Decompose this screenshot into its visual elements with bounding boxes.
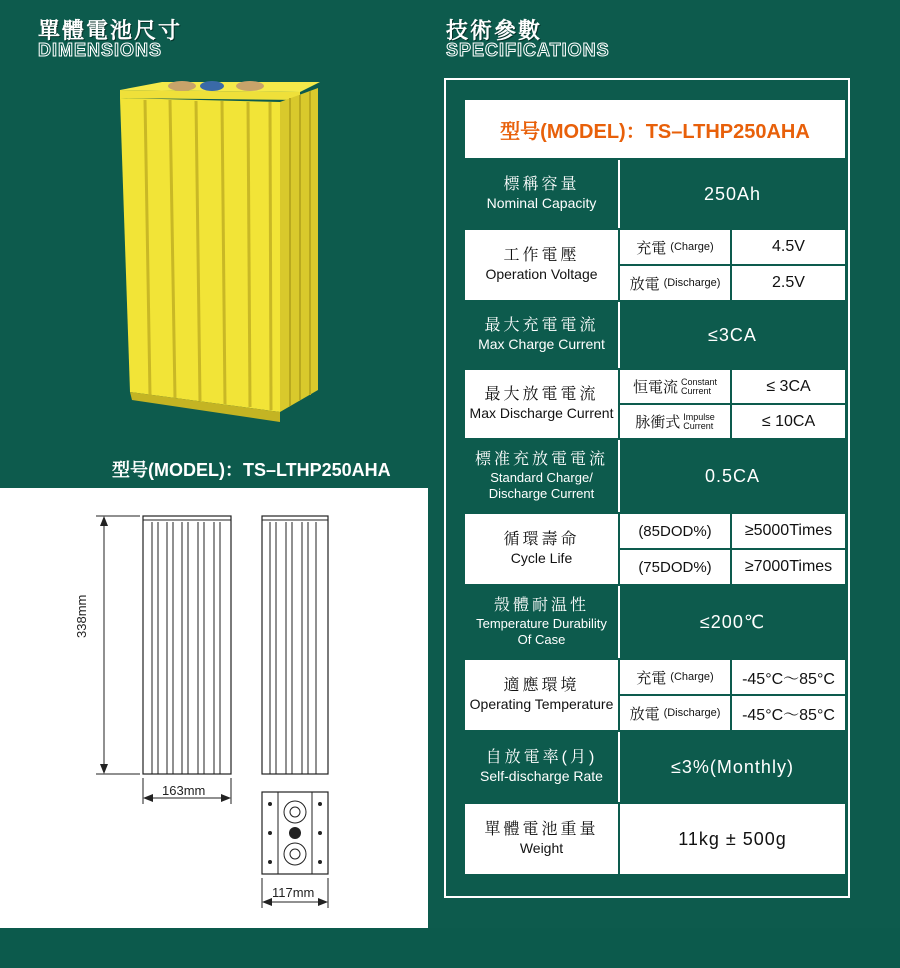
voltage-charge-en: (Charge) (670, 241, 714, 253)
op-temp-charge-cn: 充電 (636, 669, 667, 687)
op-temp-discharge-cn: 放電 (629, 705, 660, 723)
self-discharge-label-en: Self-discharge Rate (480, 768, 603, 785)
cycle-label-en: Cycle Life (510, 550, 573, 567)
depth-label: 117mm (272, 885, 315, 900)
row-operating-temperature (465, 660, 845, 732)
weight-value: 11kg ± 500g (620, 804, 845, 874)
max-charge-label-cn: 最大充電電流 (484, 317, 599, 335)
case-temp-label-cn: 殼體耐温性 (493, 596, 589, 614)
op-temp-discharge-value: -45°C～85°C (742, 706, 835, 724)
self-discharge-value: ≤3%(Monthly) (620, 732, 845, 802)
specifications-heading-en: SPECIFICATIONS (446, 40, 610, 60)
row-max-charge (465, 302, 845, 370)
row-standard-current (465, 440, 845, 514)
cycle-85-label: (85DOD%) (620, 514, 732, 548)
op-temp-discharge-en: (Discharge) (663, 707, 721, 719)
max-discharge-label-en: Max Discharge Current (469, 405, 614, 422)
dimension-drawing (0, 488, 428, 928)
max-discharge-label-cn: 最大放電電流 (484, 386, 599, 404)
weight-label-en: Weight (519, 840, 564, 857)
width-label: 163mm (162, 783, 206, 798)
case-temp-label-en2: Of Case (517, 632, 566, 647)
voltage-discharge-en: (Discharge) (663, 277, 721, 289)
bottom-bar (0, 928, 900, 968)
battery-photo (0, 70, 428, 488)
standard-label-cn: 標准充放電電流 (474, 450, 608, 468)
model-label-left: 型号(MODEL)：TS–LTHP250AHA (112, 460, 391, 480)
constant-current-en2: Current (680, 385, 711, 396)
case-temp-value: ≤200℃ (620, 586, 845, 658)
row-weight (465, 804, 845, 874)
cycle-75-value: ≥7000Times (744, 558, 833, 575)
cycle-75-label: (75DOD%) (620, 550, 732, 584)
op-temp-label-cn: 適應環境 (503, 677, 580, 695)
constant-current-cn: 恒電流 (632, 379, 678, 396)
row-max-discharge (465, 370, 845, 440)
voltage-label-cn: 工作電壓 (503, 247, 580, 265)
row-capacity (465, 160, 845, 230)
row-self-discharge (465, 732, 845, 804)
voltage-charge-value: 4.5V (772, 238, 805, 255)
model-label-right: 型号(MODEL)：TS–LTHP250AHA (465, 100, 845, 160)
standard-label-en1: Standard Charge/ (490, 469, 593, 485)
battery-illustration (0, 70, 428, 488)
cycle-85-value: ≥5000Times (744, 522, 833, 539)
self-discharge-label-cn: 自放電率(月) (485, 749, 598, 767)
voltage-label-en: Operation Voltage (485, 266, 598, 283)
height-label: 338mm (74, 594, 89, 638)
capacity-label-en: Nominal Capacity (486, 195, 597, 212)
case-temp-label-en1: Temperature Durability (476, 615, 607, 631)
dimensions-heading-en: DIMENSIONS (38, 40, 163, 60)
standard-label-en2: Discharge Current (488, 486, 595, 501)
op-temp-label-en: Operating Temperature (469, 696, 614, 713)
cycle-label-cn: 循環壽命 (503, 531, 580, 549)
constant-current-en1: Constant (680, 376, 718, 387)
standard-value: 0.5CA (620, 440, 845, 512)
impulse-current-en1: Impulse (683, 411, 715, 422)
row-case-temperature (465, 586, 845, 660)
voltage-charge-cn: 充電 (636, 239, 667, 257)
voltage-discharge-value: 2.5V (772, 274, 805, 291)
impulse-current-value: ≤ 10CA (761, 412, 816, 430)
dimensions-heading-cn: 單體電池尺寸 (38, 18, 183, 43)
specifications-heading-cn: 技術參數 (446, 18, 543, 43)
max-charge-label-en: Max Charge Current (478, 336, 605, 353)
voltage-discharge-cn: 放電 (629, 275, 660, 293)
capacity-label-cn: 標稱容量 (503, 176, 580, 194)
spec-table (465, 100, 845, 874)
op-temp-charge-value: -45°C～85°C (742, 670, 835, 688)
row-cycle-life (465, 514, 845, 586)
constant-current-value: ≤ 3CA (766, 377, 811, 395)
max-charge-value: ≤3CA (620, 302, 845, 368)
impulse-current-cn: 脉衝式 (635, 414, 681, 431)
weight-label-cn: 單體電池重量 (484, 821, 599, 839)
row-voltage (465, 230, 845, 302)
dimension-lines (0, 488, 428, 928)
impulse-current-en2: Current (683, 420, 714, 431)
op-temp-charge-en: (Charge) (670, 671, 714, 683)
capacity-value: 250Ah (620, 160, 845, 228)
